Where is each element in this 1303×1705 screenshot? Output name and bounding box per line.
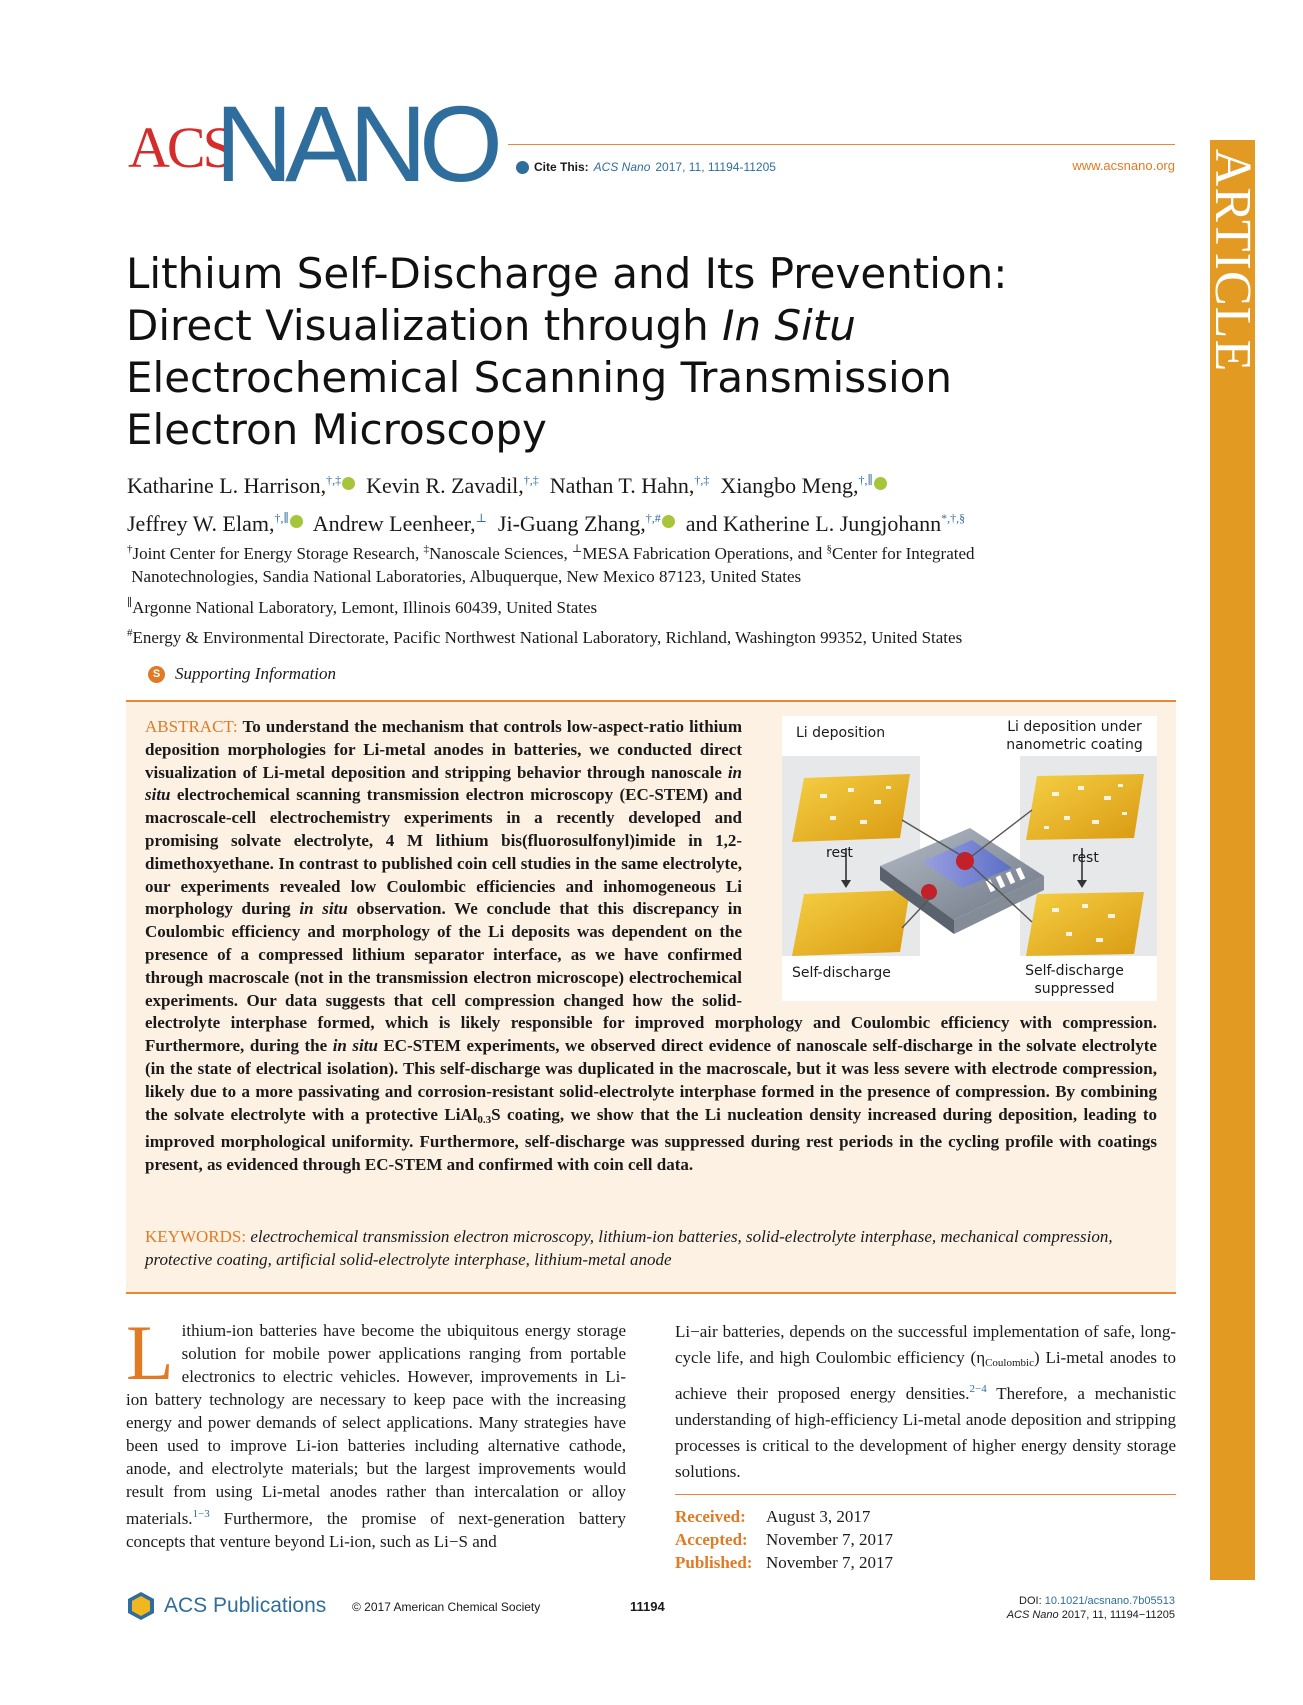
supporting-information-link[interactable] [148, 664, 336, 684]
title-line-4: Electron Microscopy [126, 405, 547, 454]
plate-self-discharge [792, 890, 910, 956]
author-name[interactable]: Kevin R. Zavadil, [366, 473, 524, 498]
plate-li-deposition [792, 774, 910, 842]
date-value: November 7, 2017 [766, 1553, 894, 1572]
abstract-subscript: 0.3 [477, 1113, 492, 1126]
toc-graphic [782, 716, 1157, 1001]
affil-text: Argonne National Laboratory, Lemont, Illinois 60439, United States [132, 598, 598, 617]
orcid-icon[interactable] [342, 477, 355, 490]
page-number: 11194 [630, 1599, 665, 1614]
affil-mark: # [127, 627, 133, 639]
date-value: August 3, 2017 [766, 1507, 871, 1526]
supporting-info-label[interactable]: Supporting Information [175, 664, 337, 683]
acs-publications-logo[interactable] [126, 1591, 326, 1621]
cite-icon [516, 161, 529, 174]
abstract-italic: in situ [332, 1036, 378, 1056]
author-affil-marks[interactable]: ⊥ [475, 511, 487, 525]
body-column-right [675, 1319, 1176, 1485]
body-subscript: Coulombic [985, 1357, 1034, 1369]
cite-label: Cite This: [534, 160, 589, 174]
body-text: ithium-ion batteries have become the ubiquitous energy storage solution for mobile power applications ranging from portable electronics to electric vehicles. However, improvements in Li-ion battery technology are necessary to keep pace with the increasing energy and power demands of select applications. Many strategies have been used to improve Li-ion batteries including alternative cathode, anode, and electrolyte materials; but the largest improvements would result from using Li-metal anodes rather than intercalation or alloy materials. [126, 1321, 626, 1528]
publisher-name: ACS Publications [164, 1594, 327, 1617]
side-label-text: ARTICLE [1204, 148, 1261, 372]
body-text: Li−air batteries, depends on the successful implementation of safe, long-cycle life, and high Coulombic efficiency (η [675, 1322, 1176, 1367]
author-name[interactable]: Andrew Leenheer, [312, 511, 476, 536]
toc-caption-coated-line2: nanometric coating [1006, 737, 1143, 753]
toc-caption-self-discharge: Self-discharge [792, 965, 891, 981]
toc-caption-suppressed-line1: Self-discharge [1025, 963, 1124, 979]
copyright: © 2017 American Chemical Society [352, 1600, 541, 1614]
date-row [675, 1551, 893, 1574]
drop-cap: L [126, 1309, 174, 1396]
affil-mark: † [127, 543, 133, 555]
body-text: ) Li-metal anodes to achieve their proposed energy densities. [675, 1348, 1177, 1403]
author-name[interactable]: Ji-Guang Zhang, [497, 511, 646, 536]
cite-ref[interactable]: 2017, 11, 11194-11205 [655, 160, 776, 174]
plate-self-discharge-suppressed [1026, 892, 1144, 956]
journal-logo [128, 83, 503, 204]
author-list [127, 464, 1187, 540]
orcid-icon[interactable] [662, 515, 675, 528]
title-line-2-italic: In Situ [722, 301, 856, 350]
keywords-text: electrochemical transmission electron microscopy, lithium-ion batteries, solid-electrolyte interphase, mechanical compression, protective coating, artificial solid-electrolyte interphase, lithium-metal anode [145, 1227, 1113, 1269]
affiliation-3 [127, 622, 1187, 649]
affil-text: Joint Center for Energy Storage Research, [132, 544, 424, 563]
affil-text: Nanoscale Sciences, [428, 544, 572, 563]
article-title [126, 248, 1126, 456]
date-value: November 7, 2017 [766, 1530, 894, 1549]
abstract-label: ABSTRACT: [145, 717, 238, 736]
citation-link[interactable]: 2−4 [969, 1383, 987, 1395]
author-name[interactable]: and Katherine L. Jungjohann [685, 511, 942, 536]
affiliation-1 [127, 538, 1187, 588]
abstract-segment: S coating, we show that the Li nucleation density increased during deposition, leading to improved morphological uniformity. Furthermore, self-discharge was suppressed during rest periods in the cycling profile with coatings present, as evidenced through EC-STEM and confirmed with coin cell data. [145, 1104, 1157, 1175]
author-affil-marks[interactable]: †,∥ [858, 473, 874, 487]
author-affil-marks[interactable]: *,†,§ [941, 511, 966, 525]
electrode-bead-2 [921, 884, 937, 900]
plate-coated-deposition [1026, 774, 1144, 840]
cite-journal[interactable]: ACS Nano [593, 160, 651, 174]
doi-block [1007, 1594, 1175, 1622]
date-row [675, 1528, 893, 1551]
body-text: Therefore, a mechanistic understanding of high-efficiency Li-metal anode deposition and stripping processes is critical to the development of higher energy density storage solutions. [675, 1384, 1176, 1481]
author-affil-marks[interactable]: †,‡ [694, 473, 710, 487]
supporting-info-icon: S [148, 666, 165, 683]
date-label: Received: [675, 1507, 746, 1526]
author-affil-marks[interactable]: †,‡ [326, 473, 342, 487]
author-affil-marks[interactable]: †,‡ [523, 473, 539, 487]
journal-website-link[interactable]: www.acsnano.org [1072, 158, 1175, 173]
date-row [675, 1505, 893, 1528]
logo-acs: ACS [128, 115, 232, 180]
author-name[interactable]: Jeffrey W. Elam, [127, 511, 275, 536]
author-affil-marks[interactable]: †,# [645, 511, 661, 525]
title-line-1: Lithium Self-Discharge and Its Prevention: [126, 249, 1008, 298]
author-name[interactable]: Xiangbo Meng, [720, 473, 859, 498]
affil-text: MESA Fabrication Operations, and [582, 544, 827, 563]
affil-text: Energy & Environmental Directorate, Pacific Northwest National Laboratory, Richland, Washington 99352, United States [132, 628, 963, 647]
abstract-segment: To understand the mechanism that controls low-aspect-ratio lithium deposition morphologies for Li-metal anodes in batteries, we conducted direct visualization of Li-metal deposition and stripping behavior through nanoscale [145, 717, 742, 782]
affil-mark: ∥ [127, 597, 133, 609]
toc-rest-right: rest [1072, 850, 1099, 866]
doi-link[interactable]: 10.1021/acsnano.7b05513 [1044, 1595, 1175, 1607]
publication-dates [675, 1505, 893, 1574]
title-line-2: Direct Visualization through [126, 301, 723, 350]
doi-label: DOI: [1019, 1595, 1045, 1607]
abstract-segment: observation. We conclude that this discrepancy in Coulombic efficiency and morphology of the Li deposits was dependent on the presence of a compressed lithium separator interface, as we have confirmed through macroscale (not in the transmission electron microscope) electrochemical experiments. Our data suggests that cell compression changed how the solid-electrolyte interphase formed, which is likely responsible for improved morphology and Coulombic efficiency with compression. Furthermore, during the [145, 899, 1157, 1056]
abstract-rule-bottom [126, 1292, 1176, 1294]
header-rule [508, 144, 1175, 145]
cite-this[interactable] [516, 160, 776, 174]
toc-caption-coated-line1: Li deposition under [1007, 719, 1142, 735]
toc-caption-suppressed-line2: suppressed [1034, 981, 1115, 997]
affil-text: Center for Integrated [831, 544, 975, 563]
acs-hexagon-icon [126, 1591, 156, 1621]
toc-rest-left: rest [826, 845, 853, 861]
article-side-label [1204, 140, 1261, 380]
author-name[interactable]: Nathan T. Hahn, [549, 473, 695, 498]
keywords [145, 1225, 1157, 1271]
title-line-3: Electrochemical Scanning Transmission [126, 353, 952, 402]
abstract-italic: in situ [145, 762, 742, 805]
abstract-segment: EC-STEM experiments, we observed direct evidence of nanoscale self-discharge in the solvate electrolyte (in the state of electrical isolation). This self-discharge was duplicated in the macroscale, but it was less severe with electrode compression, likely due to a more passivating and corrosion-resistant solid-electrolyte interphase formed in the presence of compression. By combining the solvate electrolyte with a protective LiAl [145, 1036, 1157, 1124]
footer-journal: ACS Nano [1006, 1609, 1059, 1621]
toc-caption-li-deposition: Li deposition [796, 725, 886, 741]
affil-mark: § [826, 543, 832, 555]
abstract-italic: in situ [299, 899, 348, 919]
affil-mark: ⊥ [572, 543, 583, 555]
date-label: Accepted: [675, 1530, 748, 1549]
affil-mark: ‡ [423, 543, 429, 555]
author-affil-marks[interactable]: †,∥ [274, 511, 289, 525]
keywords-label: KEYWORDS: [145, 1227, 247, 1246]
orcid-icon[interactable] [874, 477, 887, 490]
orcid-icon[interactable] [290, 515, 303, 528]
abstract-segment: electrochemical scanning transmission electron microscopy (EC-STEM) and macroscale-cell electrochemistry experiments in a recently developed and promising solvate electrolyte, 4 M lithium bis(fluorosulfonyl)imide in 1,2-dimethoxyethane. In contrast to published coin cell studies in the same electrolyte, our experiments revealed low Coulombic efficiencies and inhomogeneous Li morphology during [145, 785, 742, 919]
dates-rule [675, 1494, 1176, 1495]
author-name[interactable]: Katharine L. Harrison, [127, 473, 327, 498]
footer-cite-ref: 2017, 11, 11194−11205 [1058, 1609, 1175, 1621]
citation-link[interactable]: 1−3 [192, 1508, 210, 1520]
body-text: Furthermore, the promise of next-generation battery concepts that venture beyond Li-ion, such as Li−S and [126, 1509, 626, 1551]
body-column-left [126, 1309, 626, 1553]
date-label: Published: [675, 1553, 753, 1572]
affiliation-2 [127, 592, 1187, 619]
logo-nano: NANO [215, 83, 496, 204]
affil-text: Nanotechnologies, Sandia National Laboratories, Albuquerque, New Mexico 87123, United States [131, 567, 802, 586]
